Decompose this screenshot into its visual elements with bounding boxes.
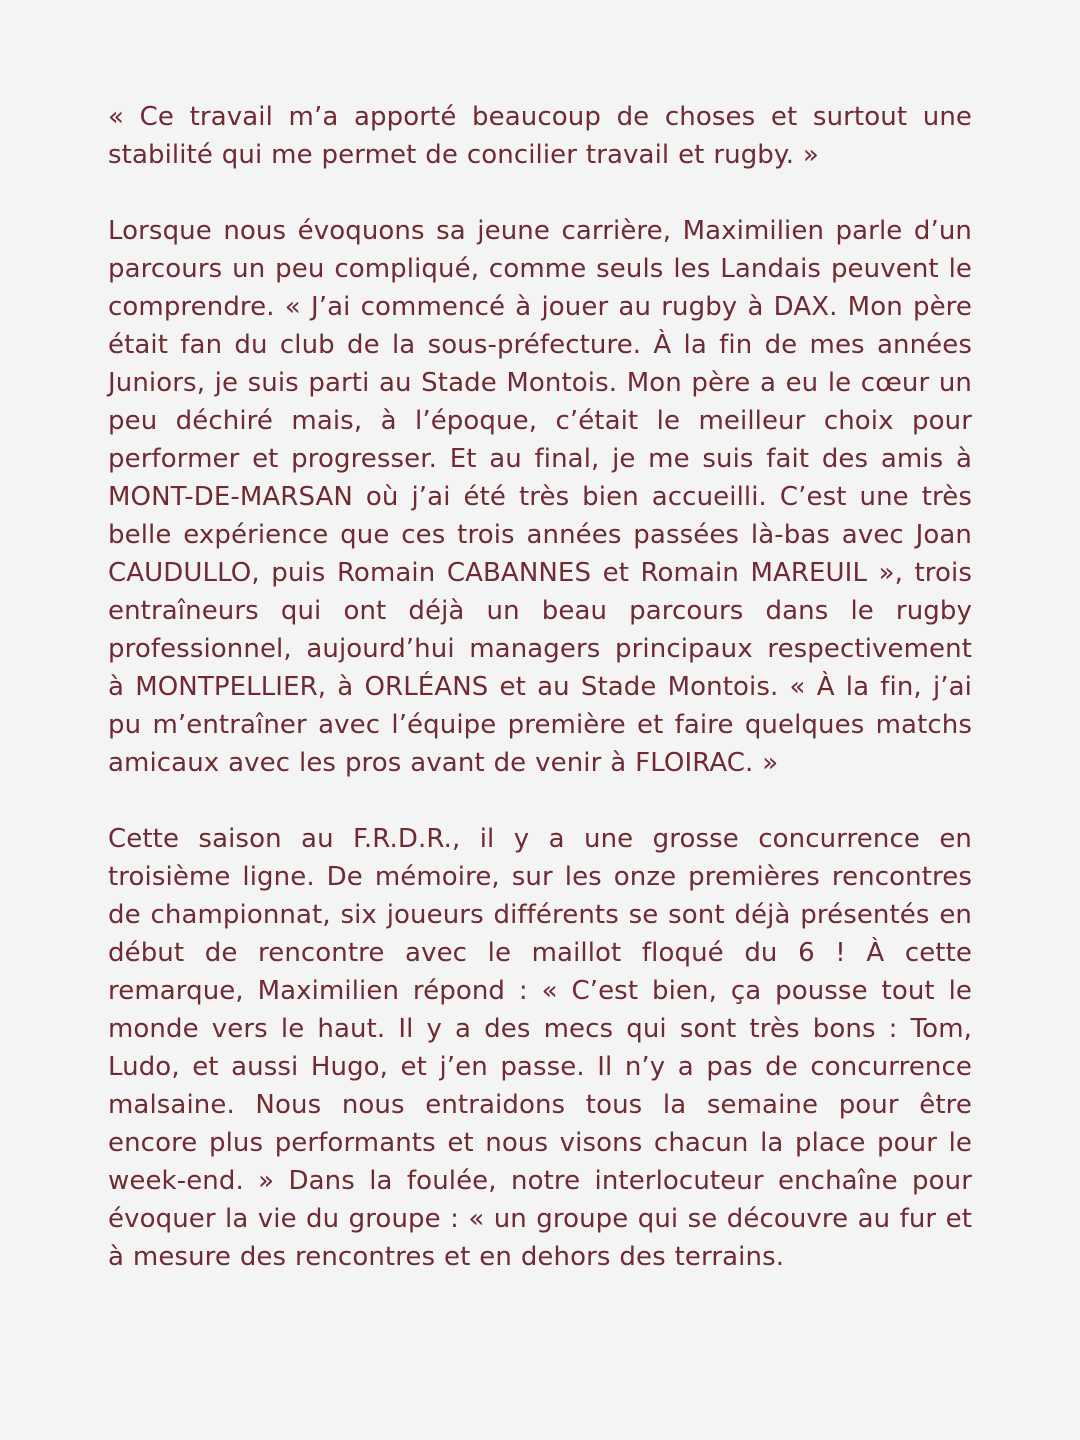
article-body	[108, 98, 972, 1276]
article-paragraph-3: Cette saison au F.R.D.R., il y a une grosse concurrence en troisième ligne. De mémoire, sur les onze premières rencontres de championnat, six joueurs différents se sont déjà présentés en début de rencontre avec le maillot floqué du 6 ! À cette remarque, Maximilien répond : « C’est bien, ça pousse tout le monde vers le haut. Il y a des mecs qui sont très bons : Tom, Ludo, et aussi Hugo, et j’en passe. Il n’y a pas de concurrence malsaine. Nous nous entraidons tous la semaine pour être encore plus performants et nous visons chacun la place pour le week-end. » Dans la foulée, notre interlocuteur enchaîne pour évoquer la vie du groupe : « un groupe qui se découvre au fur et à mesure des rencontres et en dehors des terrains.	[108, 824, 972, 1272]
article-paragraph-1: « Ce travail m’a apporté beaucoup de choses et surtout une stabilité qui me permet de concilier travail et rugby. »	[108, 102, 972, 170]
article-paragraph-2: Lorsque nous évoquons sa jeune carrière, Maximilien parle d’un parcours un peu compliqué, comme seuls les Landais peuvent le comprendre. « J’ai commencé à jouer au rugby à DAX. Mon père était fan du club de la sous-préfecture. À la fin de mes années Juniors, je suis parti au Stade Montois. Mon père a eu le cœur un peu déchiré mais, à l’époque, c’était le meilleur choix pour performer et progresser. Et au final, je me suis fait des amis à MONT-DE-MARSAN où j’ai été très bien accueilli. C’est une très belle expérience que ces trois années passées là-bas avec Joan CAUDULLO, puis Romain CABANNES et Romain MAREUIL », trois entraîneurs qui ont déjà un beau parcours dans le rugby professionnel, aujourd’hui managers principaux respectivement à MONTPELLIER, à ORLÉANS et au Stade Montois. « À la fin, j’ai pu m’entraîner avec l’équipe première et faire quelques matchs amicaux avec les pros avant de venir à FLOIRAC. »	[108, 216, 972, 778]
